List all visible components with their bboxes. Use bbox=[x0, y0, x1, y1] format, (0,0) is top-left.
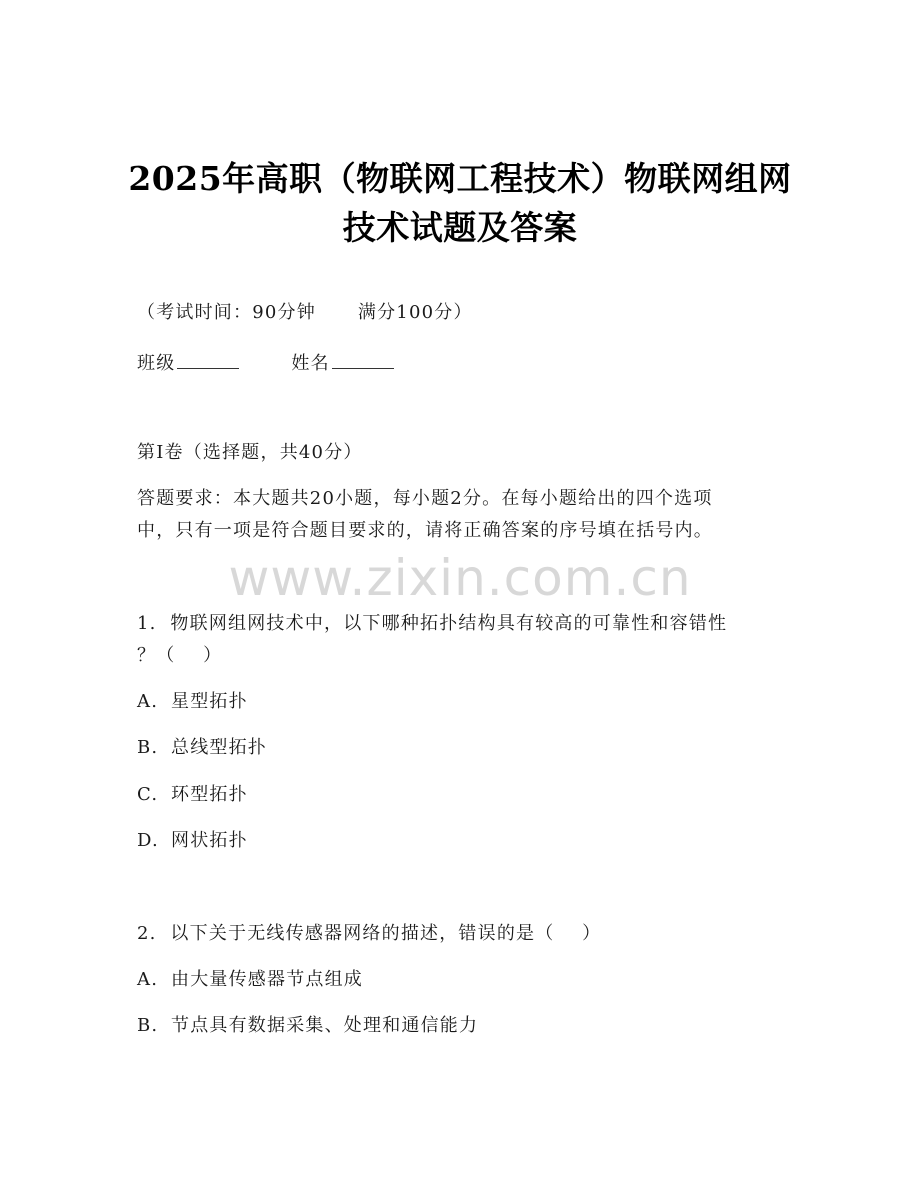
option-text: 由大量传感器节点组成 bbox=[171, 969, 363, 990]
question-1-option-a[interactable] bbox=[137, 690, 248, 714]
class-label: 班级 bbox=[137, 353, 176, 374]
option-text: 节点具有数据采集、处理和通信能力 bbox=[171, 1015, 479, 1036]
exam-full-score: 满分100分） bbox=[357, 302, 473, 323]
question-1-option-d[interactable] bbox=[137, 829, 248, 853]
question-1-option-c[interactable] bbox=[137, 783, 248, 807]
question-1-option-b[interactable] bbox=[137, 736, 267, 760]
question-2-stem: 2. 以下关于无线传感器网络的描述，错误的是（ ） bbox=[137, 923, 602, 944]
option-text: 环型拓扑 bbox=[171, 784, 248, 805]
name-blank[interactable] bbox=[332, 349, 394, 369]
option-text: 网状拓扑 bbox=[171, 830, 248, 851]
option-label: A. bbox=[137, 969, 159, 990]
student-fields bbox=[137, 349, 394, 376]
option-label: D. bbox=[137, 830, 159, 851]
exam-time: （考试时间：90分钟 bbox=[137, 302, 316, 323]
section-heading: 第I卷（选择题，共40分） bbox=[137, 442, 363, 463]
name-label: 姓名 bbox=[291, 353, 330, 374]
option-label: C. bbox=[137, 784, 159, 805]
answer-requirement-line-1: 答题要求：本大题共20小题，每小题2分。在每小题给出的四个选项 bbox=[137, 488, 713, 509]
option-label: B. bbox=[137, 1015, 159, 1036]
option-label: B. bbox=[137, 737, 159, 758]
document-title-line-2: 技术试题及答案 bbox=[342, 208, 578, 247]
option-label: A. bbox=[137, 691, 159, 712]
class-blank[interactable] bbox=[177, 349, 239, 369]
exam-info bbox=[137, 301, 473, 325]
question-2-option-a[interactable] bbox=[137, 968, 363, 992]
watermark: www.zixin.com.cn bbox=[228, 549, 692, 607]
option-text: 星型拓扑 bbox=[171, 691, 248, 712]
question-1-stem-line-2: ？（ ） bbox=[137, 645, 223, 666]
question-2-option-b[interactable] bbox=[137, 1014, 478, 1038]
option-text: 总线型拓扑 bbox=[171, 737, 267, 758]
document-title-line-1: 2025年高职（物联网工程技术）物联网组网 bbox=[128, 159, 792, 198]
question-1-stem-line-1: 1. 物联网组网技术中，以下哪种拓扑结构具有较高的可靠性和容错性 bbox=[137, 613, 728, 634]
answer-requirement-line-2: 中，只有一项是符合题目要求的，请将正确答案的序号填在括号内。 bbox=[137, 520, 713, 541]
